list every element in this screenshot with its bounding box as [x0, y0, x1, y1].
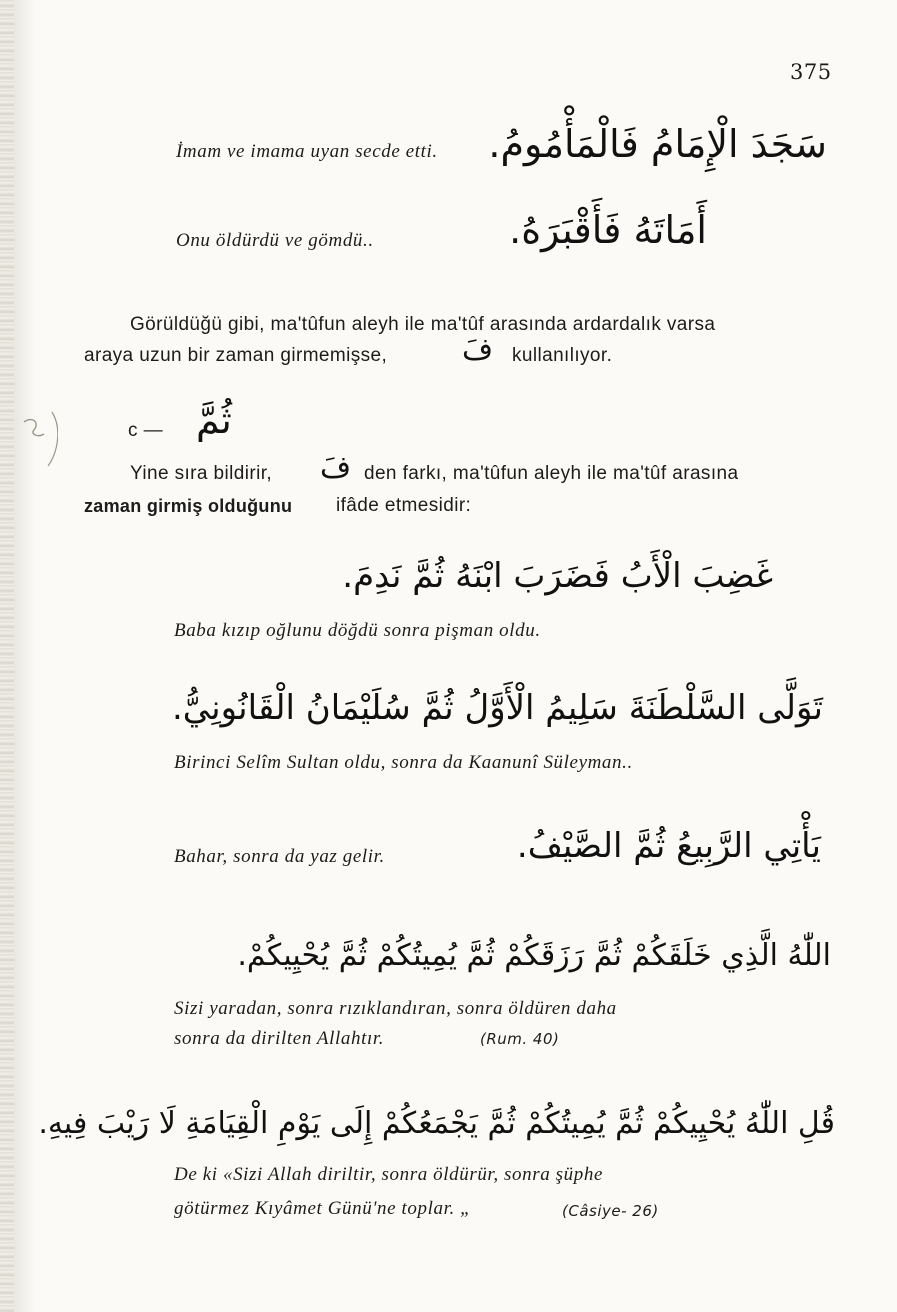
arabic-example: اللّٰهُ الَّذِي خَلَقَكُمْ ثُمَّ رَزَقَكُمْ ثُمَّ يُمِيتُكُمْ ثُمَّ يُحْيِيكُمْ.	[237, 938, 831, 973]
arabic-example: أَمَاتَهُ فَأَقْبَرَهُ.	[509, 208, 707, 252]
body-text-line: araya uzun bir zaman girmemişse,	[84, 345, 388, 366]
page-binding-edge	[0, 0, 14, 1312]
page-binding-shadow	[14, 0, 36, 1312]
example-translation: Bahar, sonra da yaz gelir.	[174, 846, 385, 867]
example-translation: götürmez Kıyâmet Günü'ne toplar. „	[174, 1198, 472, 1219]
body-text-line: Yine sıra bildirir,	[130, 463, 273, 484]
example-translation: De ki «Sizi Allah diriltir, sonra öldürür, sonra şüphe	[174, 1164, 603, 1185]
example-translation: sonra da dirilten Allahtır.	[174, 1028, 385, 1049]
arabic-example: غَضِبَ الْأَبُ فَضَرَبَ ابْنَهُ ثُمَّ نَدِمَ.	[342, 556, 773, 596]
handwritten-reference: (Rum. 40)	[480, 1030, 560, 1048]
bold-emphasis: zaman girmiş olduğunu	[84, 496, 293, 516]
example-translation: Birinci Selîm Sultan oldu, sonra da Kaanunî Süleyman..	[174, 752, 633, 773]
body-text-line: Görüldüğü gibi, ma'tûfun aleyh ile ma'tûf arasında ardardalık varsa	[130, 314, 716, 335]
example-translation: Baba kızıp oğlunu döğdü sonra pişman oldu.	[174, 620, 541, 641]
inline-arabic-letter: فَ	[320, 450, 352, 485]
arabic-example: قُلِ اللّٰهُ يُحْيِيكُمْ ثُمَّ يُمِيتُكُمْ ثُمَّ يَجْمَعُكُمْ إِلَى يَوْمِ الْقِيَامَةِ لَا رَيْبَ فِيهِ.	[38, 1106, 835, 1141]
body-text-line: kullanılıyor.	[512, 345, 613, 366]
example-translation: Onu öldürdü ve gömdü..	[176, 230, 374, 251]
section-label: c —	[128, 420, 163, 441]
margin-pencil-mark	[18, 408, 58, 468]
body-text-line: ifâde etmesidir:	[336, 495, 472, 516]
arabic-example: سَجَدَ الْإِمَامُ فَالْمَأْمُومُ.	[488, 122, 827, 166]
arabic-example: يَأْتِي الرَّبِيعُ ثُمَّ الصَّيْفُ.	[516, 826, 821, 866]
body-text-line: den farkı, ma'tûfun aleyh ile ma'tûf arasına	[364, 463, 739, 484]
example-translation: İmam ve imama uyan secde etti.	[176, 141, 438, 162]
page-number: 375	[790, 60, 832, 84]
example-translation: Sizi yaradan, sonra rızıklandıran, sonra öldüren daha	[174, 998, 617, 1019]
handwritten-reference: (Câsiye- 26)	[562, 1202, 659, 1220]
arabic-example: تَوَلَّى السَّلْطَنَةَ سَلِيمُ الْأَوَّلُ ثُمَّ سُلَيْمَانُ الْقَانُونِيُّ.	[171, 688, 823, 728]
inline-arabic-letter: فَ	[462, 332, 494, 367]
section-arabic-heading: ثُمَّ	[196, 398, 232, 442]
